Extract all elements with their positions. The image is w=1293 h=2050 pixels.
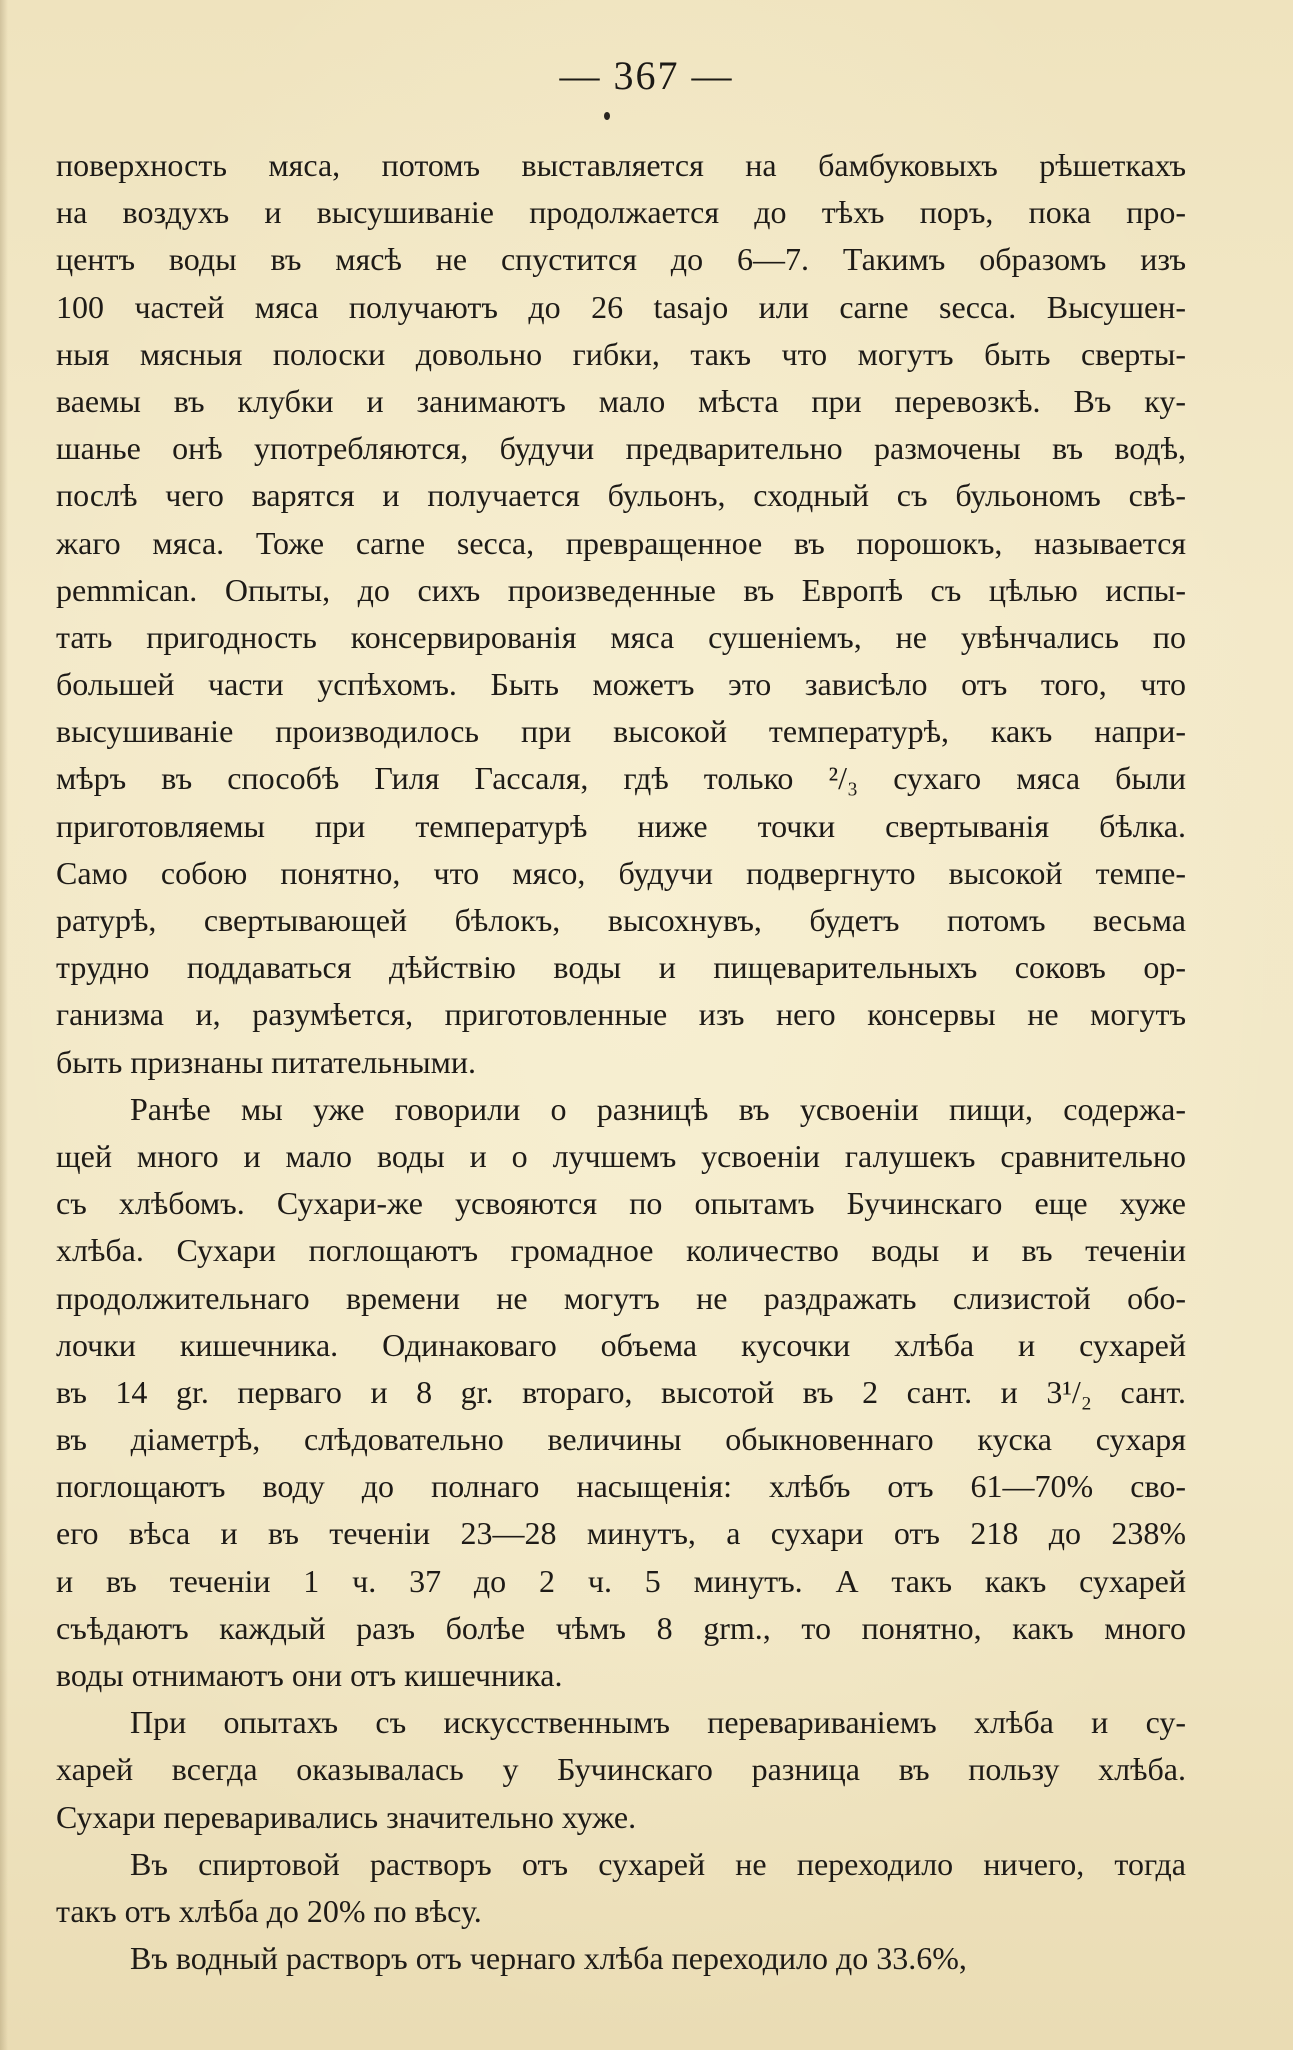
text-line: его вѣса и въ теченіи 23—28 минутъ, а сухари отъ 218 до 238% <box>56 1515 1186 1552</box>
text-line: такъ отъ хлѣба до 20% по вѣсу. <box>56 1892 482 1929</box>
text-line: большей части успѣхомъ. Быть можетъ это зависѣло отъ того, что <box>56 666 1186 703</box>
print-speck <box>604 112 610 120</box>
text-line: трудно поддаваться дѣйствію воды и пищеварительныхъ соковъ ор- <box>56 949 1186 986</box>
text-line: съ хлѣбомъ. Сухари-же усвояются по опытамъ Бучинскаго еще хуже <box>56 1185 1186 1222</box>
text-line: быть признаны питательными. <box>56 1043 476 1080</box>
text-line: мѣръ въ способѣ Гиля Гассаля, гдѣ только ²/₃ сухаго мяса были <box>56 760 1186 797</box>
text-line: поверхность мяса, потомъ выставляется на бамбуковыхъ рѣшеткахъ <box>56 147 1186 183</box>
text-line: въ 14 gr. перваго и 8 gr. втораго, высотой въ 2 сант. и 3¹/₂ сант. <box>56 1373 1186 1410</box>
text-line: Въ спиртовой растворъ отъ сухарей не переходило ничего, тогда <box>130 1845 1186 1882</box>
text-line: съѣдаютъ каждый разъ болѣе чѣмъ 8 grm., то понятно, какъ много <box>56 1609 1186 1646</box>
text-line: Ранѣе мы уже говорили о разницѣ въ усвоеніи пищи, содержа- <box>130 1090 1186 1127</box>
text-line: ныя мясныя полоски довольно гибки, такъ что могутъ быть сверты- <box>56 335 1186 372</box>
text-line: 100 частей мяса получаютъ до 26 tasajo или carne secca. Высушен- <box>56 288 1186 325</box>
text-line: тать пригодность консервированія мяса сушеніемъ, не увѣнчались по <box>56 618 1186 655</box>
text-line: продолжительнаго времени не могутъ не раздражать слизистой обо- <box>56 1279 1186 1316</box>
text-line: высушиваніе производилось при высокой температурѣ, какъ напри- <box>56 713 1186 750</box>
text-line: приготовляемы при температурѣ ниже точки свертыванія бѣлка. <box>56 807 1186 844</box>
text-line: харей всегда оказывалась у Бучинскаго разница въ пользу хлѣба. <box>56 1751 1186 1788</box>
text-line: поглощаютъ воду до полнаго насыщенія: хлѣбъ отъ 61—70% сво- <box>56 1468 1186 1505</box>
text-line: и въ теченіи 1 ч. 37 до 2 ч. 5 минутъ. А такъ какъ сухарей <box>56 1562 1186 1599</box>
page-number: — 367 — <box>559 53 734 98</box>
text-line: послѣ чего варятся и получается бульонъ, сходный съ бульономъ свѣ- <box>56 477 1186 514</box>
text-line: Сухари переваривались значительно хуже. <box>56 1798 637 1835</box>
text-line: ваемы въ клубки и занимаютъ мало мѣста при перевозкѣ. Въ ку- <box>56 382 1186 419</box>
text-line: Въ водный растворъ отъ чернаго хлѣба переходило до 33.6%, <box>130 1940 967 1977</box>
text-line: Само собою понятно, что мясо, будучи подвергнуто высокой темпе- <box>56 854 1186 891</box>
text-line: центъ воды въ мясѣ не спустится до 6—7. Такимъ образомъ изъ <box>56 241 1186 278</box>
text-line: шанье онѣ употребляются, будучи предварительно размочены въ водѣ, <box>56 430 1186 467</box>
text-line: жаго мяса. Тоже carne secca, превращенное въ порошокъ, называется <box>56 524 1186 561</box>
text-line: ратурѣ, свертывающей бѣлокъ, высохнувъ, будетъ потомъ весьма <box>56 902 1186 938</box>
text-line: лочки кишечника. Одинаковаго объема кусочки хлѣба и сухарей <box>56 1326 1186 1363</box>
text-line: ганизма и, разумѣется, приготовленные изъ него консервы не могутъ <box>56 996 1186 1033</box>
text-line: pemmican. Опыты, до сихъ произведенные въ Европѣ съ цѣлью испы- <box>56 571 1186 608</box>
page-binding-shadow <box>0 0 8 2050</box>
text-line: на воздухъ и высушиваніе продолжается до тѣхъ поръ, пока про- <box>56 194 1186 231</box>
text-line: въ діаметрѣ, слѣдовательно величины обыкновеннаго куска сухаря <box>56 1421 1186 1458</box>
body-text <box>56 142 1186 1982</box>
text-line: щей много и мало воды и о лучшемъ усвоеніи галушекъ сравнительно <box>56 1137 1186 1174</box>
text-line: При опытахъ съ искусственнымъ перевариваніемъ хлѣба и су- <box>130 1704 1186 1741</box>
text-line: хлѣба. Сухари поглощаютъ громадное количество воды и въ теченіи <box>56 1232 1186 1269</box>
text-line: воды отнимаютъ они отъ кишечника. <box>56 1657 563 1693</box>
